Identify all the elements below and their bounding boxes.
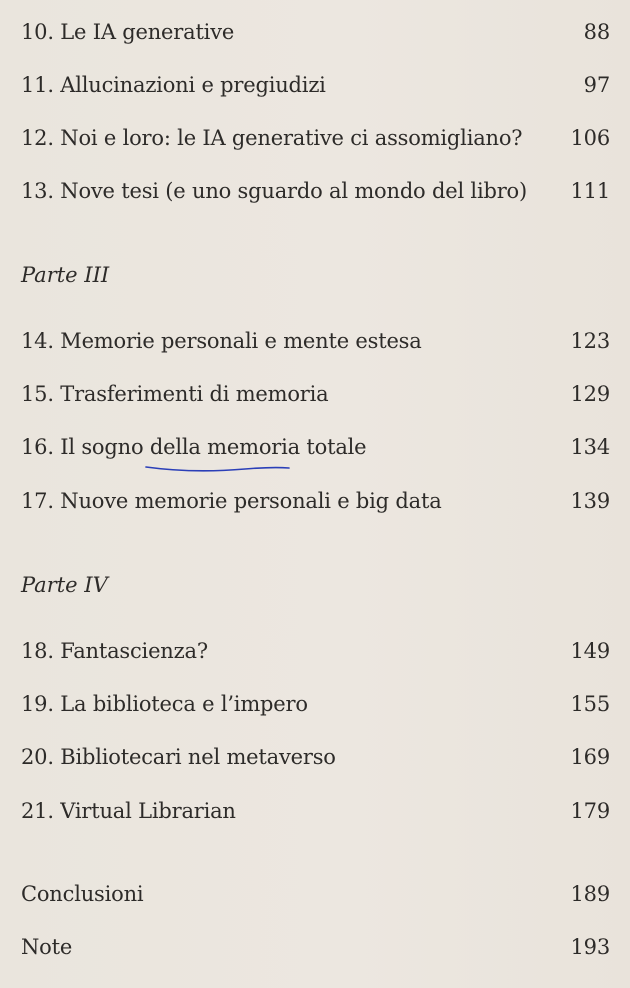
toc-entry (21, 485, 610, 517)
toc-entry-title: 11. Allucinazioni e pregiudizi (21, 73, 326, 97)
toc-entry-page: 97 (583, 73, 610, 97)
toc-entry (21, 431, 610, 463)
toc-entry-title: 19. La biblioteca e l’impero (21, 692, 308, 716)
pen-underline-mark (145, 462, 290, 474)
toc-entry-page: 193 (570, 935, 610, 959)
toc-entry-title: 18. Fantascienza? (21, 639, 208, 663)
toc-entry-page: 139 (570, 489, 610, 513)
toc-entry (21, 69, 610, 101)
toc-entry-title: 16. Il sogno della memoria totale (21, 435, 367, 459)
toc-entry-page: 88 (583, 20, 610, 44)
toc-entry-page: 123 (570, 329, 610, 353)
toc-entry-page: 179 (570, 799, 610, 823)
toc-entry-page: 111 (570, 179, 610, 203)
toc-entry-title: 12. Noi e loro: le IA generative ci assomigliano? (21, 126, 523, 150)
toc-entry (21, 122, 610, 154)
toc-entry-title: 13. Nove tesi (e uno sguardo al mondo del libro) (21, 179, 527, 203)
toc-entry (21, 931, 610, 963)
toc-entry (21, 635, 610, 667)
part-heading: Parte IV (21, 573, 108, 597)
toc-entry-title: 20. Bibliotecari nel metaverso (21, 745, 336, 769)
toc-entry-title: 14. Memorie personali e mente estesa (21, 329, 422, 353)
toc-entry-title: Note (21, 935, 73, 959)
toc-entry-title: 15. Trasferimenti di memoria (21, 382, 329, 406)
toc-entry (21, 688, 610, 720)
toc-entry (21, 795, 610, 827)
toc-entry (21, 378, 610, 410)
toc-entry-page: 155 (570, 692, 610, 716)
toc-entry-page: 106 (570, 126, 610, 150)
part-heading: Parte III (21, 263, 110, 287)
toc-entry-page: 129 (570, 382, 610, 406)
toc-entry-title: 10. Le IA generative (21, 20, 235, 44)
toc-entry-page: 149 (570, 639, 610, 663)
toc-entry (21, 325, 610, 357)
toc-entry-title: Conclusioni (21, 882, 144, 906)
toc-entry-page: 189 (570, 882, 610, 906)
toc-entry-page: 134 (570, 435, 610, 459)
toc-entry-title: 17. Nuove memorie personali e big data (21, 489, 442, 513)
toc-entry (21, 16, 610, 48)
toc-entry-title: 21. Virtual Librarian (21, 799, 236, 823)
toc-entry (21, 175, 610, 207)
toc-entry (21, 741, 610, 773)
toc-entry (21, 878, 610, 910)
toc-entry-page: 169 (570, 745, 610, 769)
